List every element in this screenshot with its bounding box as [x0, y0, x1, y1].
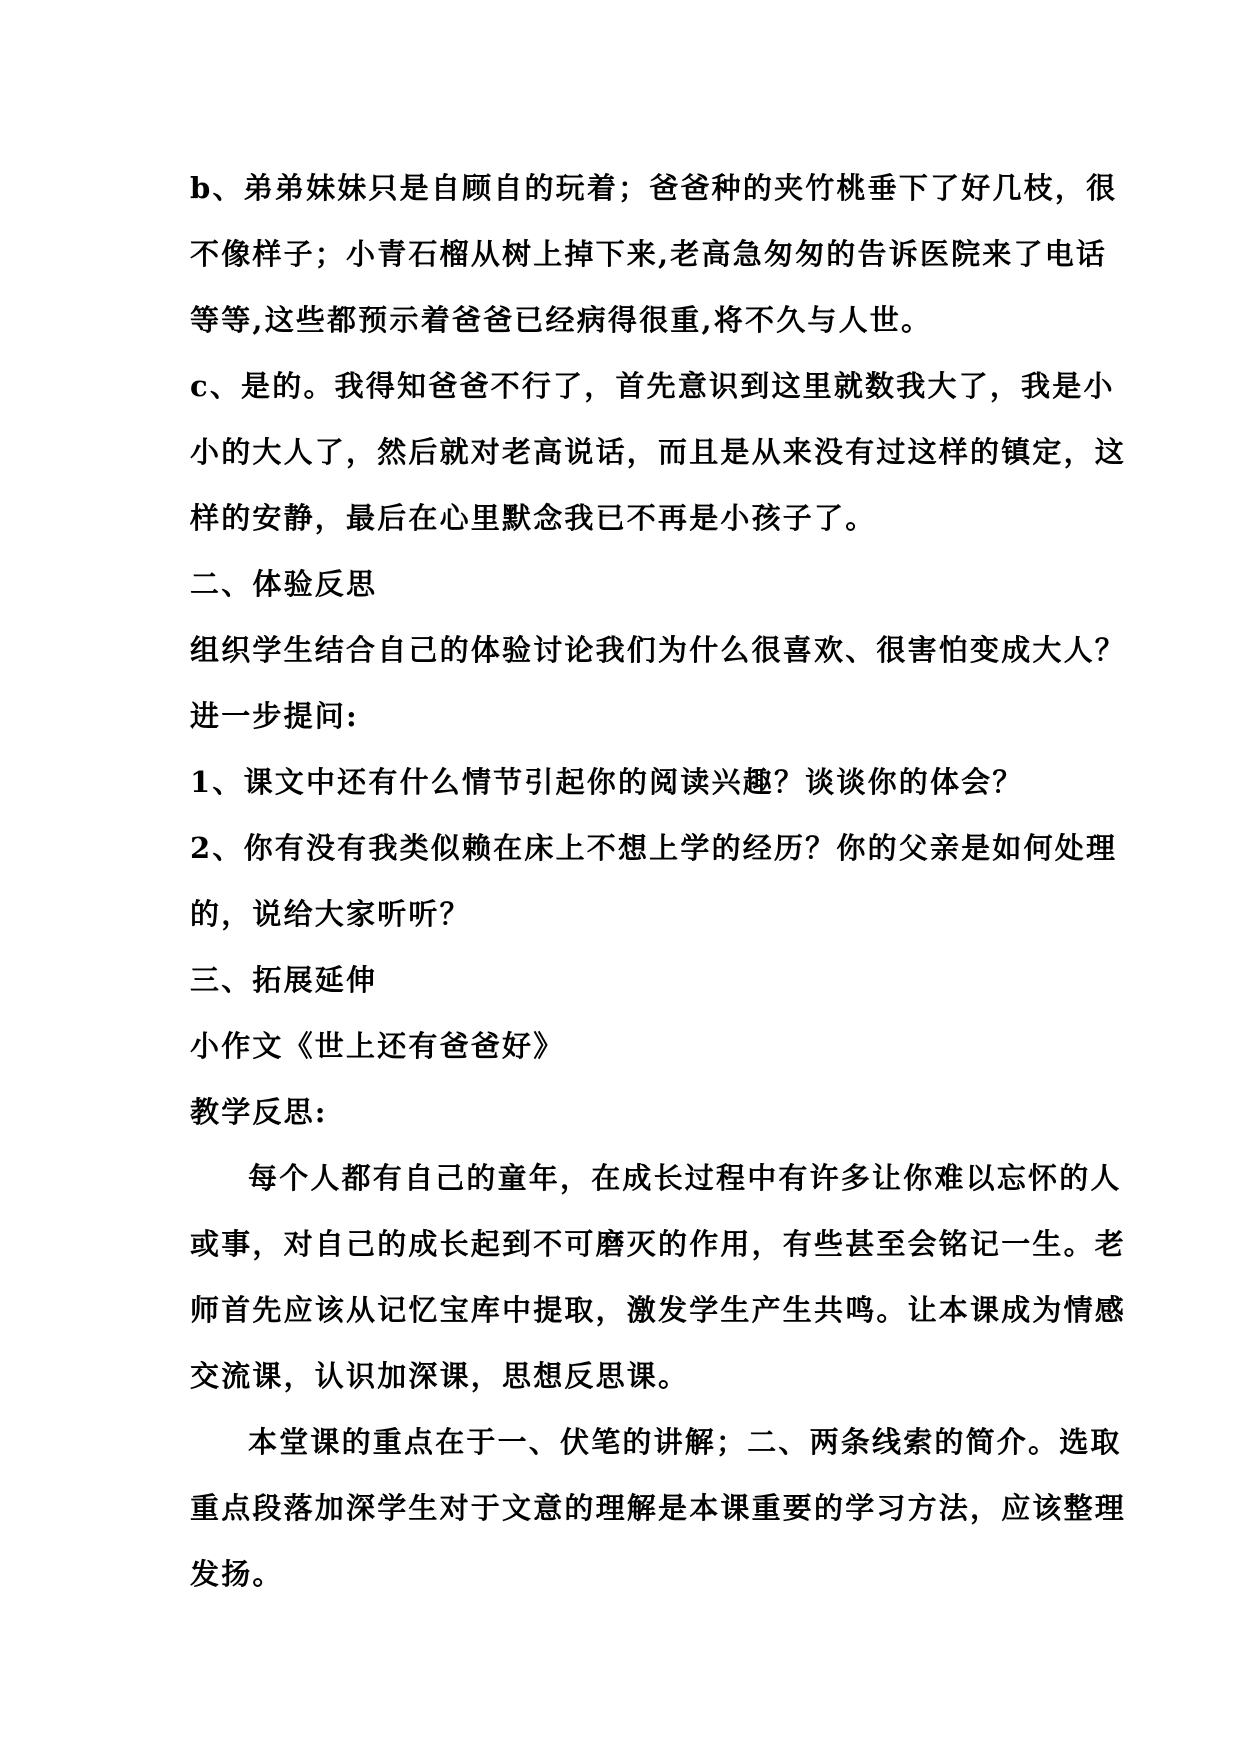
text-line: 等等,这些都预示着爸爸已经病得很重,将不久与人世。 — [190, 303, 933, 337]
text-line: 进一步提问: — [190, 699, 359, 733]
paragraph-line: 或事，对自己的成长起到不可磨灭的作用，有些甚至会铭记一生。老 — [190, 1227, 1127, 1261]
text-line: 组织学生结合自己的体验讨论我们为什么很喜欢、很害怕变成大人？ — [190, 633, 1127, 667]
text-line: 小作文《世上还有爸爸好》 — [190, 1029, 565, 1063]
paragraph-line: 本堂课的重点在于一、伏笔的讲解；二、两条线索的简介。选取 — [248, 1425, 1122, 1459]
section-heading: 二、体验反思 — [190, 567, 378, 601]
document-page — [190, 155, 1127, 1607]
paragraph-line: 交流课，认识加深课，思想反思课。 — [190, 1359, 690, 1393]
question-line: 1、课文中还有什么情节引起你的阅读兴趣？谈谈你的体会？ — [190, 765, 1024, 799]
text-line: 小的大人了，然后就对老高说话，而且是从来没有过这样的镇定，这 — [190, 435, 1127, 469]
text-line: 样的安静，最后在心里默念我已不再是小孩子了。 — [190, 501, 877, 535]
question-line: 2、你有没有我类似赖在床上不想上学的经历？你的父亲是如何处理 — [190, 831, 1118, 865]
paragraph-line: 发扬。 — [190, 1557, 284, 1591]
paragraph-line: 重点段落加深学生对于文意的理解是本课重要的学习方法，应该整理 — [190, 1491, 1127, 1525]
question-line: 的，说给大家听听？ — [190, 897, 471, 931]
text-line: b、弟弟妹妹只是自顾自的玩着；爸爸种的夹竹桃垂下了好几枝，很 — [190, 171, 1118, 205]
section-heading: 三、拓展延伸 — [190, 963, 378, 997]
paragraph-line: 每个人都有自己的童年，在成长过程中有许多让你难以忘怀的人 — [248, 1161, 1122, 1195]
section-heading: 教学反思: — [190, 1095, 328, 1129]
paragraph-line: 师首先应该从记忆宝库中提取，激发学生产生共鸣。让本课成为情感 — [190, 1293, 1127, 1327]
text-line: c、是的。我得知爸爸不行了，首先意识到这里就数我大了，我是小 — [190, 369, 1115, 403]
text-line: 不像样子；小青石榴从树上掉下来,老高急匆匆的告诉医院来了电话 — [190, 237, 1108, 271]
